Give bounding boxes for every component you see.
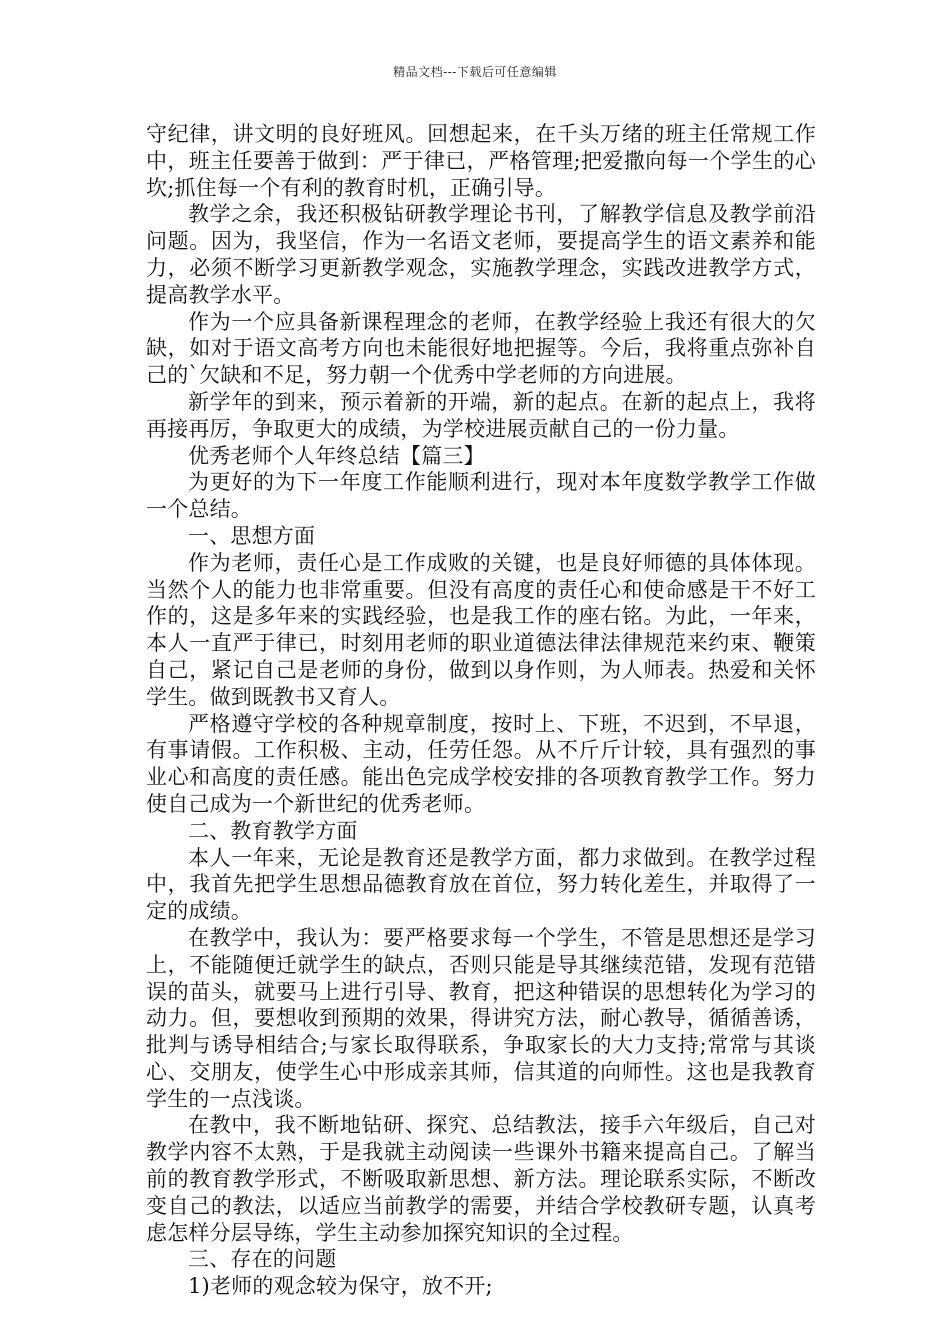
section-title: 优秀老师个人年终总结【篇三】 [188,443,485,468]
paragraph: 为更好的为下一年度工作能顺利进行，现对本年度数学教学工作做一个总结。 [146,470,816,522]
paragraph: 严格遵守学校的各种规章制度，按时上、下班，不迟到，不早退，有事请假。工作积极、主动，任劳任怨。从不斤斤计较，具有强烈的事业心和高度的责任感。能出色完成学校安排的各项教育教学工作。努力使自己成为一个新世纪的优秀老师。 [146,711,816,816]
section-heading: 一、思想方面 [188,523,316,548]
section-heading: 二、教育教学方面 [188,818,358,843]
section-heading: 三、存在的问题 [188,1247,337,1272]
document-body [146,121,816,1300]
paragraph: 教学之余，我还积极钻研教学理论书刊，了解教学信息及教学前沿问题。因为，我坚信，作为一名语文老师，要提高学生的语文素养和能力，必须不断学习更新教学观念，实施教学理念，实践改进教学方式，提高教学水平。 [146,202,816,307]
paragraph: 作为老师，责任心是工作成败的关键，也是良好师德的具体体现。当然个人的能力也非常重要。但没有高度的责任心和使命感是干不好工作的，这是多年来的实践经验，也是我工作的座右铭。为此，一年来，本人一直严于律已，时刻用老师的职业道德法律法律规范来约束、鞭策自己，紧记自己是老师的身份，做到以身作则，为人师表。热爱和关怀学生。做到既教书又育人。 [146,550,816,709]
paragraph: 本人一年来，无论是教育还是教学方面，都力求做到。在教学过程中，我首先把学生思想品德教育放在首位，努力转化差生，并取得了一定的成绩。 [146,845,816,924]
paragraph: 在教中，我不断地钻研、探究、总结教法，接手六年级后，自己对教学内容不太熟，于是我就主动阅读一些课外书籍来提高自己。了解当前的教育教学形式，不断吸取新思想、新方法。理论联系实际，不断改变自己的教法，以适应当前教学的需要，并结合学校教研专题，认真考虑怎样分层导练，学生主动参加探究知识的全过程。 [146,1113,816,1245]
paragraph: 作为一个应具备新课程理念的老师，在教学经验上我还有很大的欠缺，如对于语文高考方向也未能很好地把握等。今后，我将重点弥补自己的`欠缺和不足，努力朝一个优秀中学老师的方向进展。 [146,309,816,388]
list-item: 1)老师的观念较为保守，放不开; [188,1274,493,1299]
paragraph: 守纪律，讲文明的良好班风。回想起来，在千头万绪的班主任常规工作中，班主任要善于做到：严于律已，严格管理;把爱撒向每一个学生的心坎;抓住每一个有利的教育时机，正确引导。 [146,122,816,200]
page-header: 精品文档---下载后可任意编辑 [393,65,557,79]
paragraph: 在教学中，我认为：要严格要求每一个学生，不管是思想还是学习上，不能随便迁就学生的缺点，否则只能是导其继续范错，发现有范错误的苗头，就要马上进行引导、教育，把这种错误的思想转化为学习的动力。但，要想收到预期的效果，得讲究方法，耐心教导，循循善诱，批判与诱导相结合;与家长取得联系，争取家长的大力支持;常常与其谈心、交朋友，使学生心中形成亲其师，信其道的向师性。这也是我教育学生的一点浅谈。 [146,925,816,1111]
paragraph: 新学年的到来，预示着新的开端，新的起点。在新的起点上，我将再接再厉，争取更大的成绩，为学校进展贡献自己的一份力量。 [146,389,816,441]
